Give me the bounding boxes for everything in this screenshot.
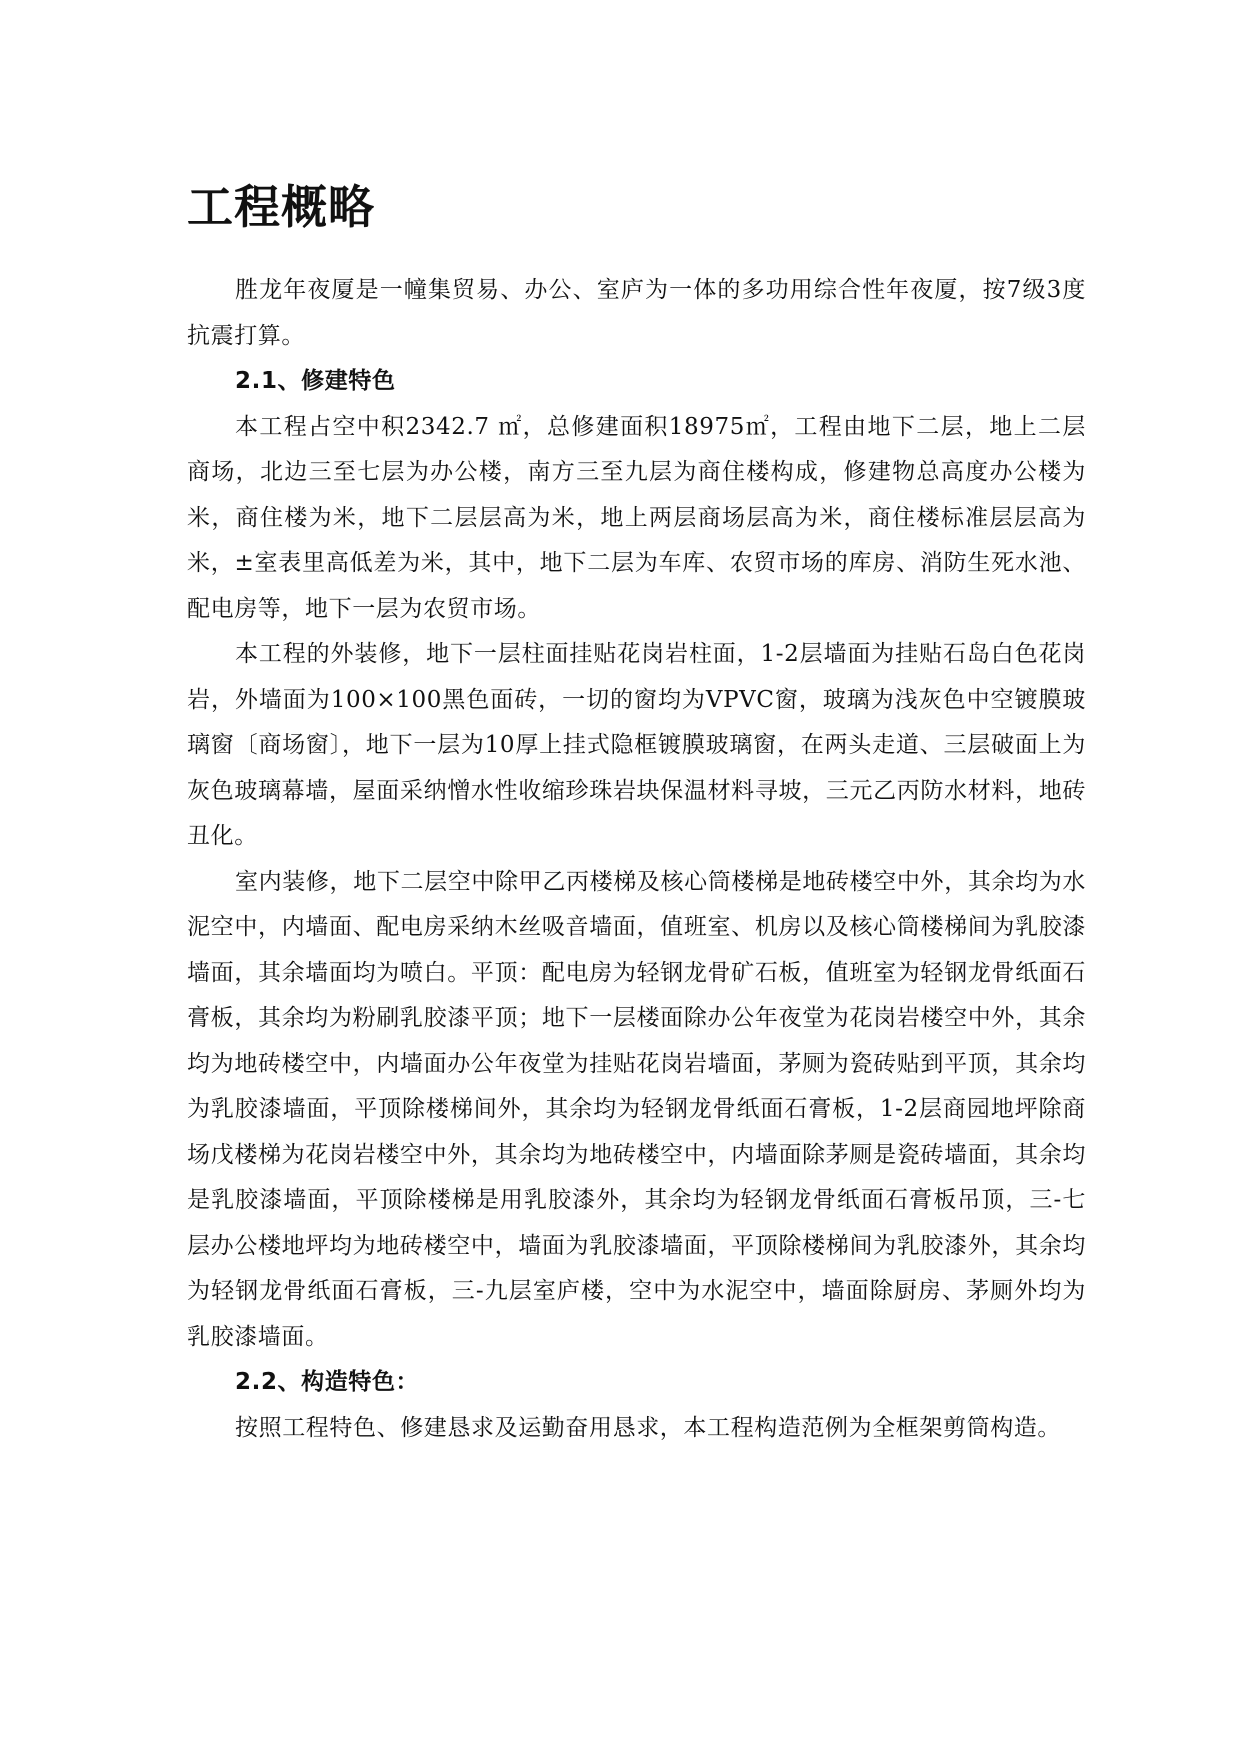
- section-heading-building-features: 2.1、修建特色: [235, 368, 396, 394]
- document-title: 工程概略: [187, 180, 375, 234]
- paragraph-exterior-finish: 本工程的外装修，地下一层柱面挂贴花岗岩柱面，1-2层墙面为挂贴石岛白色花岗岩，外墙面为100×100黑色面砖，一切的窗均为VPVC窗，玻璃为浅灰色中空镀膜玻璃窗〔商场窗〕，地下一层为10厚上挂式隐框镀膜玻璃窗，在两头走道、三层破面上为灰色玻璃幕墙，屋面采纳憎水性收缩珍珠岩块保温材料寻坡，三元乙丙防水材料，地砖丑化。: [187, 641, 1086, 849]
- paragraph-site-overview: 本工程占空中积2342.7 ㎡，总修建面积18975㎡，工程由地下二层，地上二层商场，北边三至七层为办公楼，南方三至九层为商住楼构成，修建物总高度办公楼为米，商住楼为米，地下二层层高为米，地上两层商场层高为米，商住楼标准层层高为米，±室表里高低差为米，其中，地下二层为车库、农贸市场的库房、消防生死水池、配电房等，地下一层为农贸市场。: [187, 413, 1086, 622]
- paragraph-structure-type: 按照工程特色、修建恳求及运勤奋用恳求，本工程构造范例为全框架剪筒构造。: [235, 1414, 1061, 1441]
- paragraph-interior-finish: 室内装修，地下二层空中除甲乙丙楼梯及核心筒楼梯是地砖楼空中外，其余均为水泥空中，内墙面、配电房采纳木丝吸音墙面，值班室、机房以及核心筒楼梯间为乳胶漆墙面，其余墙面均为喷白。平顶：配电房为轻钢龙骨矿石板，值班室为轻钢龙骨纸面石膏板，其余均为粉刷乳胶漆平顶；地下一层楼面除办公年夜堂为花岗岩楼空中外，其余均为地砖楼空中，内墙面办公年夜堂为挂贴花岗岩墙面，茅厕为瓷砖贴到平顶，其余均为乳胶漆墙面，平顶除楼梯间外，其余均为轻钢龙骨纸面石膏板，1-2层商园地坪除商场戊楼梯为花岗岩楼空中外，其余均为地砖楼空中，内墙面除茅厕是瓷砖墙面，其余均是乳胶漆墙面，平顶除楼梯是用乳胶漆外，其余均为轻钢龙骨纸面石膏板吊顶，三-七层办公楼地坪均为地砖楼空中，墙面为乳胶漆墙面，平顶除楼梯间为乳胶漆外，其余均为轻钢龙骨纸面石膏板，三-九层室庐楼，空中为水泥空中，墙面除厨房、茅厕外均为乳胶漆墙面。: [187, 868, 1086, 1350]
- section-heading-structure-features: 2.2、构造特色：: [235, 1369, 420, 1395]
- document-body: [187, 178, 1086, 1451]
- intro-paragraph: 胜龙年夜厦是一幢集贸易、办公、室庐为一体的多功用综合性年夜厦，按7级3度抗震打算。: [187, 277, 1086, 349]
